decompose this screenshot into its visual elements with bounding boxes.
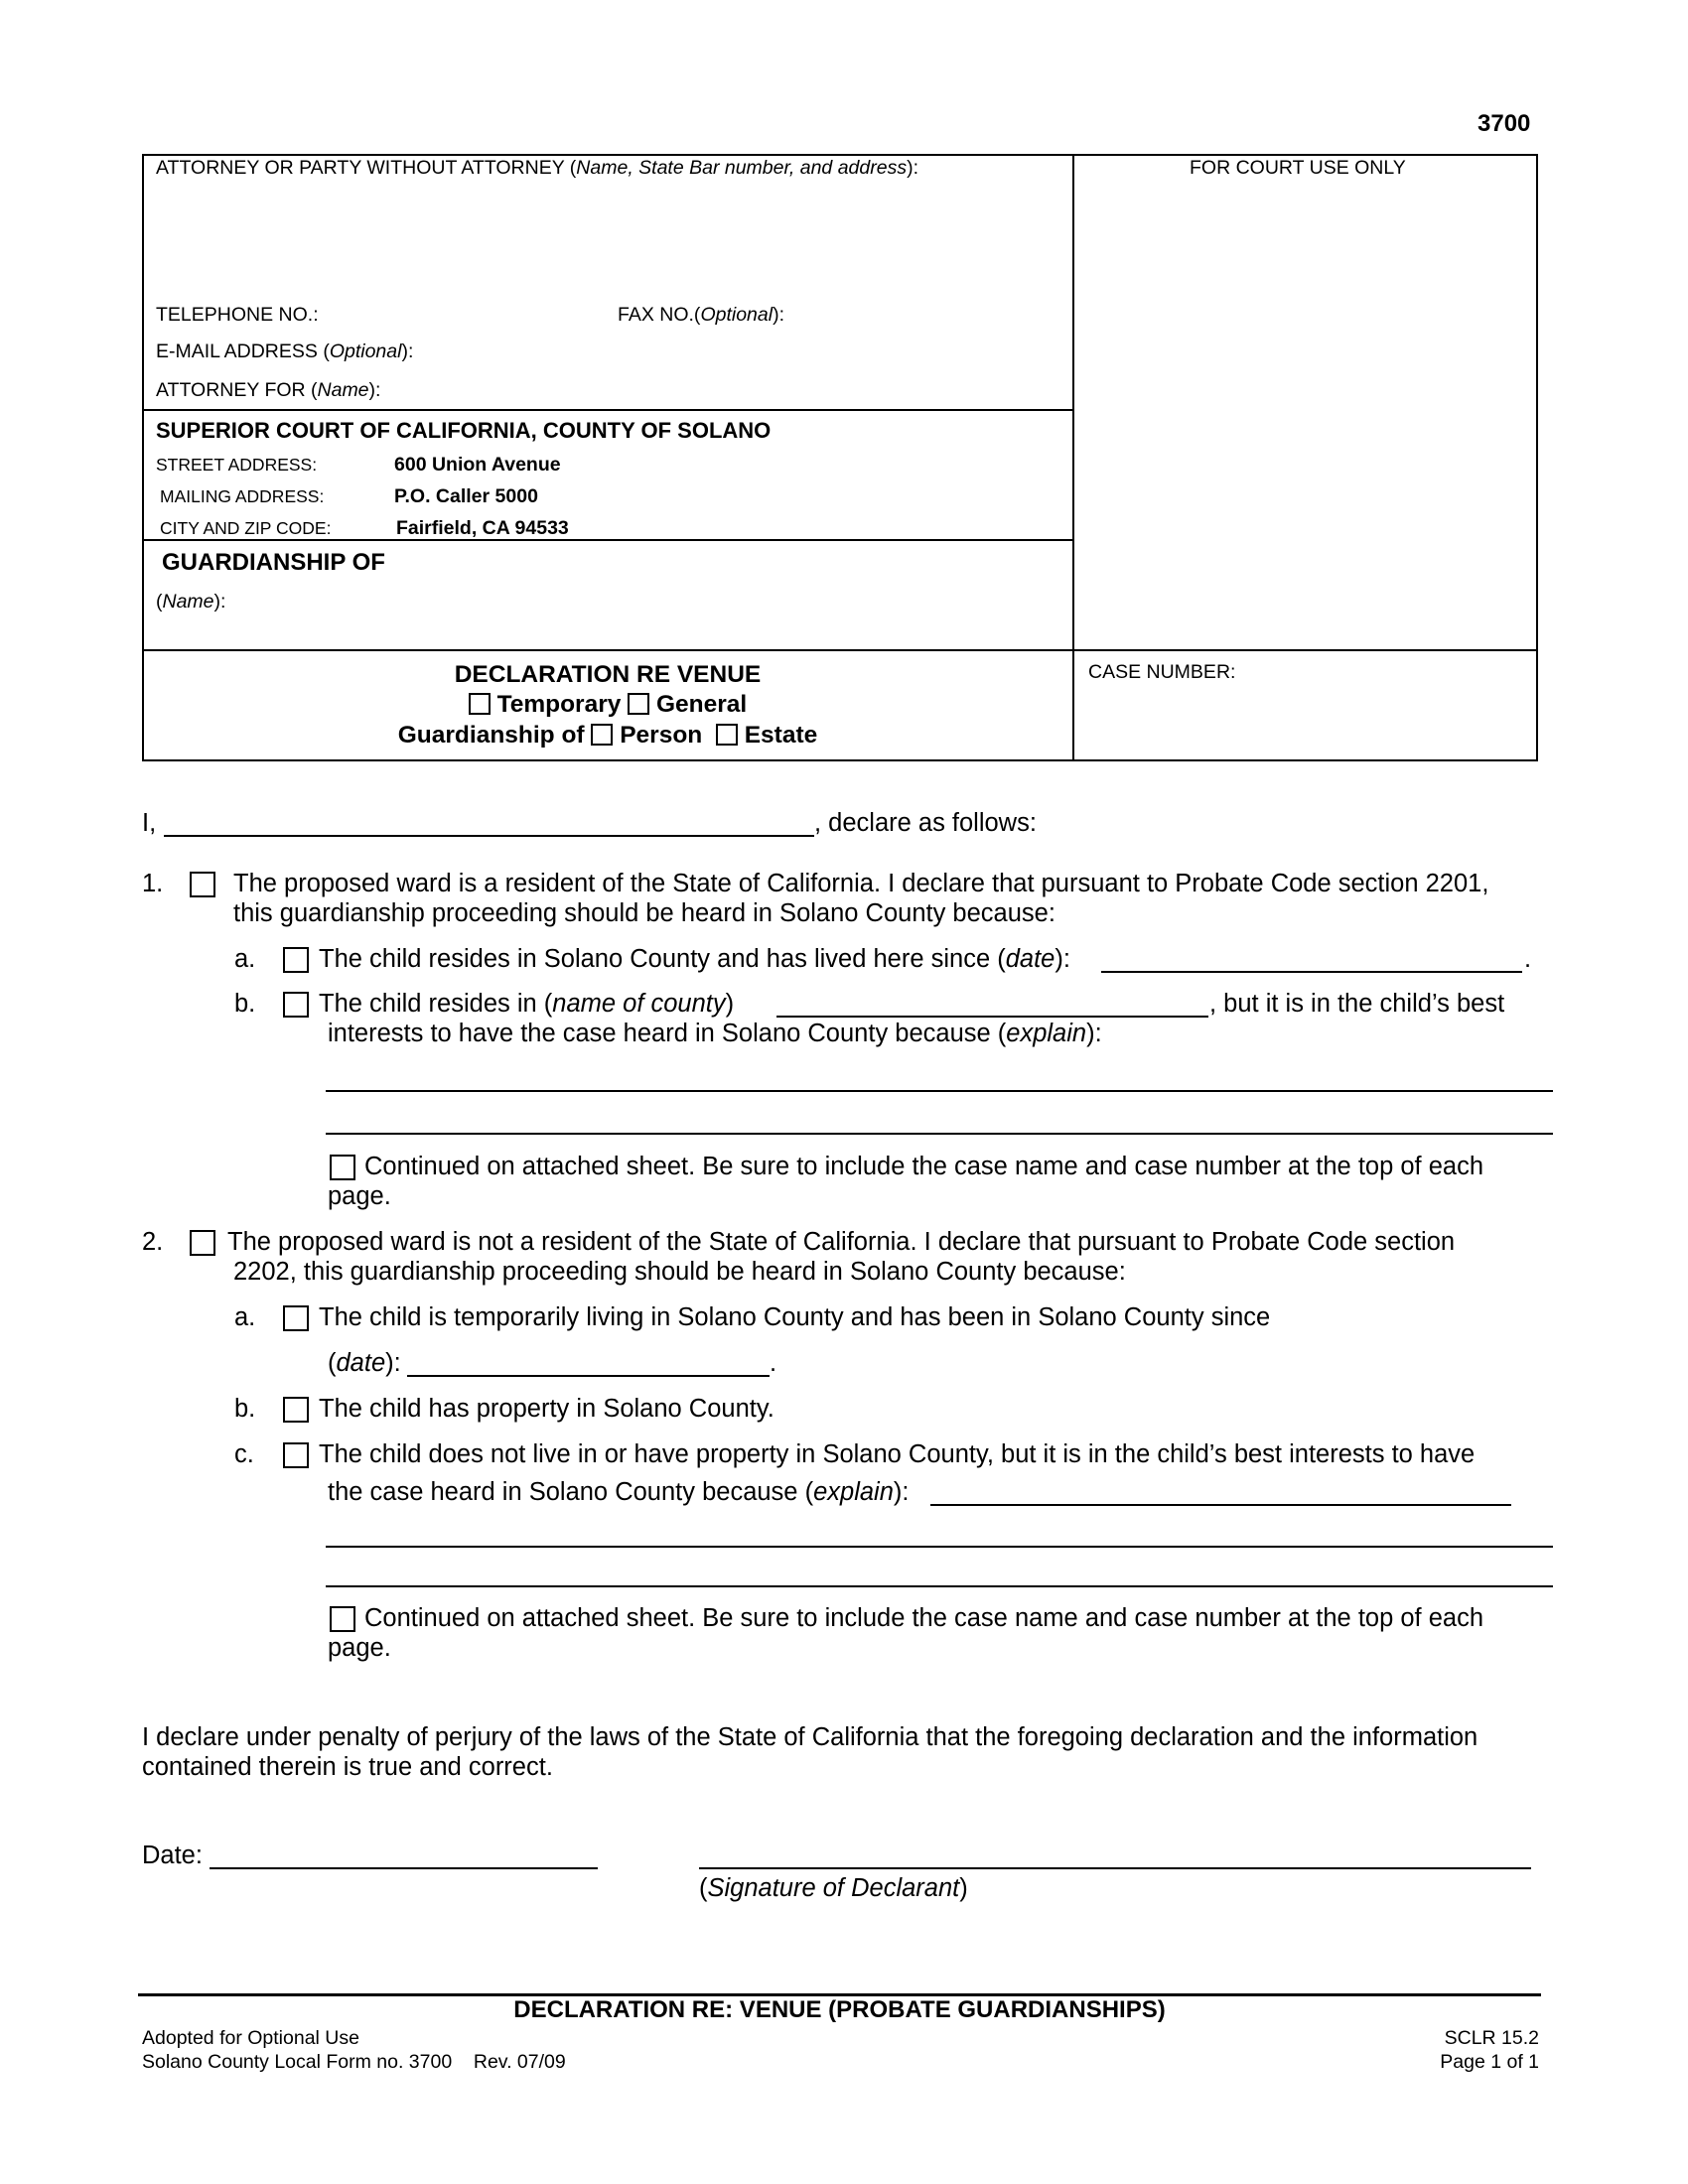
item1b-explain-input-2[interactable] (328, 1102, 1553, 1134)
item1b-label: b. (234, 990, 256, 1018)
form-code: 3700 (1477, 110, 1531, 137)
item2c-explain-input-2[interactable] (328, 1555, 1553, 1586)
attorney-label: ATTORNEY OR PARTY WITHOUT ATTORNEY (Name, State Bar number, and address): (156, 157, 918, 179)
item2c-explain-input-0[interactable] (933, 1473, 1511, 1505)
signature-line (699, 1867, 1531, 1869)
item1-text-2: this guardianship proceeding should be heard in Solano County because: (233, 899, 1055, 927)
estate-checkbox[interactable] (716, 724, 738, 746)
item2a-label: a. (234, 1303, 256, 1331)
case-number-label: CASE NUMBER: (1088, 661, 1236, 683)
guardianship-of-label: Guardianship of (397, 722, 585, 749)
item2-text-1: The proposed ward is not a resident of the State of California. I declare that pursuant to Probate Code section (227, 1228, 1456, 1256)
caption-rule-1 (142, 409, 1073, 411)
item1b-text: The child resides in (name of county) (319, 990, 735, 1018)
item1a-label: a. (234, 945, 256, 973)
telephone-label: TELEPHONE NO.: (156, 304, 319, 326)
item1b-text-2: interests to have the case heard in Solano County because (explain): (328, 1020, 1102, 1047)
item2-text-2: 2202, this guardianship proceeding should be heard in Solano County because: (233, 1258, 1126, 1286)
item2c-text: The child does not live in or have property in Solano County, but it is in the child’s best interests to have (319, 1440, 1476, 1468)
mailing-label: MAILING ADDRESS: (160, 486, 325, 506)
item2-continued-text-2: page. (328, 1634, 391, 1662)
street-label: STREET ADDRESS: (156, 455, 318, 475)
court-use-label: FOR COURT USE ONLY (1190, 157, 1406, 179)
item2a-date-label: (date): (328, 1349, 401, 1377)
caption-rule-3 (142, 649, 1538, 651)
ward-name-input[interactable] (238, 588, 1061, 615)
guardianship-options (145, 722, 1070, 750)
item1-number: 1. (142, 870, 164, 897)
footer-local-form: Solano County Local Form no. 3700 Rev. 07/09 (142, 2051, 566, 2073)
perjury-text-2: contained therein is true and correct. (142, 1753, 553, 1781)
telephone-input[interactable] (333, 301, 615, 329)
street-value: 600 Union Avenue (394, 454, 561, 476)
city-label: CITY AND ZIP CODE: (160, 518, 332, 538)
general-label: General (656, 691, 748, 718)
caption-rule-2 (142, 539, 1073, 541)
caption-divider (1072, 154, 1074, 761)
person-label: Person (620, 722, 703, 749)
mailing-value: P.O. Caller 5000 (394, 485, 538, 507)
declare-suffix: , declare as follows: (814, 809, 1037, 837)
item2a-checkbox[interactable] (283, 1305, 309, 1331)
email-input[interactable] (437, 338, 1056, 365)
item1b-checkbox[interactable] (283, 992, 309, 1018)
item1a-checkbox[interactable] (283, 947, 309, 973)
attorney-for-label: ATTORNEY FOR (Name): (156, 379, 381, 401)
item2a-date-input[interactable] (410, 1344, 770, 1376)
item2-continued-text-1: Continued on attached sheet. Be sure to include the case name and case number at the top of each (364, 1604, 1484, 1632)
type-options (145, 691, 1070, 719)
signature-label: (Signature of Declarant) (699, 1874, 968, 1902)
guardianship-of-heading: GUARDIANSHIP OF (162, 549, 385, 576)
attorney-input[interactable] (156, 184, 1063, 297)
footer-page: Page 1 of 1 (1440, 2051, 1539, 2073)
case-number-input[interactable] (1088, 695, 1529, 747)
item2-number: 2. (142, 1228, 164, 1256)
item2-continued-checkbox[interactable] (330, 1606, 355, 1632)
email-label: E-MAIL ADDRESS (Optional): (156, 341, 414, 362)
date-input[interactable] (212, 1837, 598, 1868)
item1a-text: The child resides in Solano County and has lived here since (date): (319, 945, 1070, 973)
estate-label: Estate (744, 722, 818, 749)
person-checkbox[interactable] (591, 724, 613, 746)
footer-rule-number: SCLR 15.2 (1444, 2027, 1539, 2049)
fax-label: FAX NO.(Optional): (618, 304, 784, 326)
item2b-label: b. (234, 1395, 256, 1423)
declarant-name-input[interactable] (167, 804, 814, 836)
declarant-prefix: I, (142, 809, 157, 837)
date-label: Date: (142, 1842, 203, 1869)
item1-continued-text-1: Continued on attached sheet. Be sure to include the case name and case number at the top of each (364, 1153, 1484, 1180)
signature-area[interactable] (699, 1832, 1531, 1867)
item1-checkbox[interactable] (190, 872, 215, 897)
item1b-explain-input-1[interactable] (328, 1059, 1553, 1091)
item2b-text: The child has property in Solano County. (319, 1395, 774, 1423)
court-name: SUPERIOR COURT OF CALIFORNIA, COUNTY OF SOLANO (156, 418, 772, 443)
item2c-text-2: the case heard in Solano County because (explain): (328, 1478, 910, 1506)
perjury-text-1: I declare under penalty of perjury of the laws of the State of California that the foregoing declaration and the information (142, 1723, 1478, 1751)
item1a-end: . (1524, 945, 1532, 973)
footer-title: DECLARATION RE: VENUE (PROBATE GUARDIANSHIPS) (513, 1996, 1166, 2023)
item1-continued-text-2: page. (328, 1182, 391, 1210)
item1b-county-input[interactable] (779, 985, 1208, 1017)
item1a-date-input[interactable] (1104, 940, 1523, 972)
footer-adopted: Adopted for Optional Use (142, 2027, 359, 2049)
item1-continued-checkbox[interactable] (330, 1155, 355, 1180)
doc-title: DECLARATION RE VENUE (454, 661, 762, 688)
item2a-text: The child is temporarily living in Solano County and has been in Solano County since (319, 1303, 1271, 1331)
item2c-explain-input-1[interactable] (328, 1515, 1553, 1547)
temporary-label: Temporary (496, 691, 622, 718)
item2b-checkbox[interactable] (283, 1397, 309, 1423)
item2c-label: c. (234, 1440, 254, 1468)
item2-checkbox[interactable] (190, 1230, 215, 1256)
item1-text-1: The proposed ward is a resident of the State of California. I declare that pursuant to Probate Code section 2201, (233, 870, 1489, 897)
attorney-for-input[interactable] (397, 377, 1061, 405)
item1b-text-after: , but it is in the child’s best (1209, 990, 1505, 1018)
city-value: Fairfield, CA 94533 (396, 517, 569, 539)
item2c-checkbox[interactable] (283, 1442, 309, 1468)
general-checkbox[interactable] (628, 693, 649, 715)
temporary-checkbox[interactable] (469, 693, 491, 715)
name-label: (Name): (156, 591, 226, 613)
item2a-end: . (770, 1349, 777, 1377)
fax-input[interactable] (799, 301, 1066, 329)
